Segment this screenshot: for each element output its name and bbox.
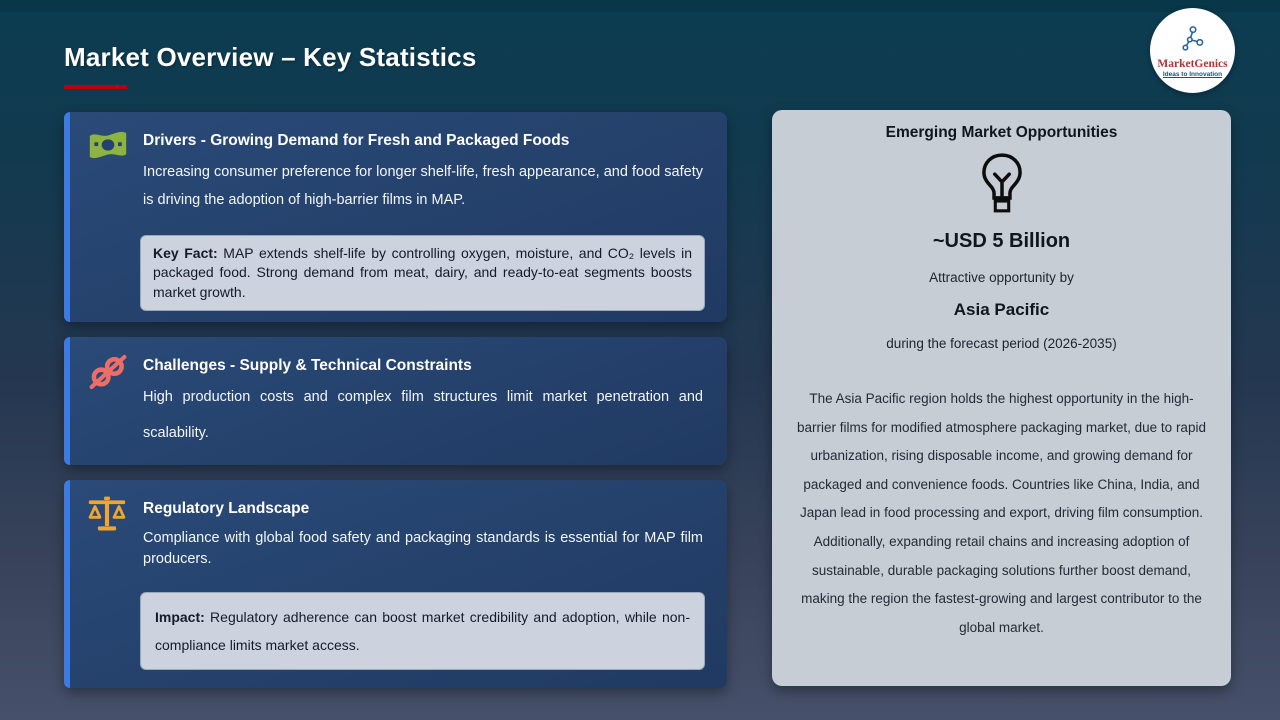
molecule-icon xyxy=(1177,24,1209,57)
logo-name: MarketGenics xyxy=(1157,57,1228,70)
card-title: Drivers - Growing Demand for Fresh and Packaged Foods xyxy=(143,132,570,149)
impact-box xyxy=(140,592,705,670)
title-underline xyxy=(64,85,127,89)
opportunity-description: The Asia Pacific region holds the highest opportunity in the high-barrier films for modified atmosphere packaging market, due to rapid urbanization, rising disposable income, and growing demand for packaged and convenience foods. Countries like China, India, and Japan lead in food processing and export, driving film consumption. Additionally, expanding retail chains and increasing adoption of sustainable, durable packaging solutions further boost demand, making the region the fastest-growing and largest contributor to the global market. xyxy=(797,391,1206,635)
page-title: Market Overview – Key Statistics xyxy=(64,42,477,72)
card-body: Compliance with global food safety and packaging standards is essential for MAP film producers. xyxy=(143,530,703,568)
opportunity-title: Emerging Market Opportunities xyxy=(885,124,1118,141)
lightbulb-icon xyxy=(794,152,1209,216)
top-strip xyxy=(0,0,1280,12)
card-body: Increasing consumer preference for longer shelf-life, fresh appearance, and food safety is driving the adoption of high-barrier films in MAP. xyxy=(143,164,703,209)
opportunity-panel xyxy=(772,110,1231,686)
card-title: Challenges - Supply & Technical Constraints xyxy=(143,357,472,374)
opportunity-value: ~USD 5 Billion xyxy=(932,230,1071,252)
scale-balanced-icon xyxy=(88,496,128,534)
logo-tagline: Ideas to Innovation xyxy=(1162,70,1223,78)
opportunity-period: during the forecast period (2026-2035) xyxy=(886,336,1117,351)
fact-text: Regulatory adherence can boost market credibility and adoption, while non-compliance limits market access. xyxy=(155,609,690,654)
opportunity-subtitle: Attractive opportunity by xyxy=(929,270,1074,285)
fact-label: Impact: xyxy=(155,609,205,626)
header xyxy=(64,42,477,89)
left-column xyxy=(64,112,727,688)
opportunity-region: Asia Pacific xyxy=(953,300,1050,319)
drivers-card xyxy=(64,112,727,322)
fact-label: Key Fact: xyxy=(153,244,218,261)
challenges-card xyxy=(64,337,727,465)
link-slash-icon xyxy=(88,353,128,391)
fact-text: MAP extends shelf-life by controlling oxygen, moisture, and CO₂ levels in packaged food. Strong demand from meat, dairy, and ready-to-eat segments boosts market growth. xyxy=(153,244,692,300)
card-title: Regulatory Landscape xyxy=(143,500,310,517)
money-bill-icon xyxy=(88,128,128,166)
logo xyxy=(1150,8,1235,93)
key-fact-box xyxy=(140,235,705,312)
card-body: High production costs and complex film structures limit market penetration and scalability. xyxy=(143,389,703,442)
regulatory-card xyxy=(64,480,727,688)
